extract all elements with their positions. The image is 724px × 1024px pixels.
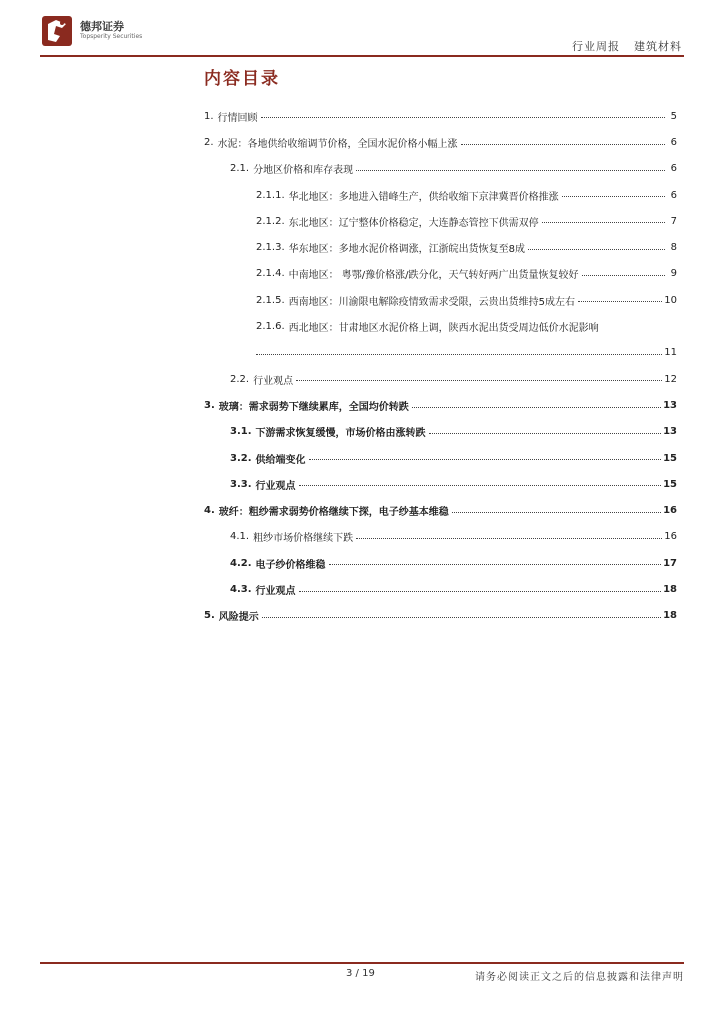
- toc-entry-number: 2.1.: [230, 163, 250, 175]
- toc-entry-number: 2.1.6.: [256, 321, 285, 333]
- toc-entry[interactable]: [204, 445, 677, 471]
- toc-entry-text: 西南地区：川渝限电解除疫情致需求受限，云贵出货维持5成左右: [288, 296, 575, 308]
- toc-entry-page: 16: [663, 505, 677, 517]
- toc-entry-page: 6: [670, 136, 677, 148]
- toc-leader-dots: [542, 222, 665, 223]
- toc-leader-dots: [299, 591, 662, 592]
- toc-leader-dots: [528, 249, 665, 250]
- toc-entry-text: 下游需求恢复缓慢，市场价格由涨转跌: [255, 428, 426, 440]
- toc-entry[interactable]: [204, 208, 677, 234]
- toc-entry-text: 行业观点: [253, 375, 294, 387]
- toc-entry-page: 12: [664, 373, 677, 385]
- report-type: 行业周报: [572, 40, 620, 53]
- toc-leader-dots: [299, 485, 662, 486]
- toc-entry-text: 水泥：各地供给收缩调节价格，全国水泥价格小幅上涨: [217, 138, 458, 150]
- toc-entry[interactable]: [204, 419, 677, 445]
- toc-leader-dots: [582, 275, 665, 276]
- toc-entry-text: 行业观点: [255, 480, 296, 492]
- legal-disclaimer: 请务必阅读正文之后的信息披露和法律声明: [475, 972, 684, 983]
- toc-entry[interactable]: [204, 603, 677, 629]
- toc-entry-number: 2.: [204, 136, 214, 148]
- toc-entry-page: 11: [664, 347, 677, 359]
- toc-leader-dots: [578, 301, 662, 302]
- toc-entry-page: 16: [664, 531, 677, 543]
- toc-leader-dots: [429, 433, 662, 434]
- toc-entry-text: 华东地区：多地水泥价格调涨，江浙皖出货恢复至8成: [288, 244, 525, 256]
- toc-entry-number: 2.2.: [230, 373, 250, 385]
- toc-entry[interactable]: [204, 392, 677, 418]
- toc-leader-dots: [461, 144, 665, 145]
- toc-leader-dots: [562, 196, 665, 197]
- toc-entry[interactable]: [204, 497, 677, 523]
- page-header: [40, 12, 684, 56]
- toc-entry-number: 4.3.: [230, 583, 252, 595]
- toc-entry-page: 5: [670, 110, 677, 122]
- toc-entry-page: 9: [670, 268, 677, 280]
- toc-entry[interactable]: [204, 471, 677, 497]
- toc-leader-dots: [256, 354, 662, 355]
- report-sector: 建筑材料: [634, 40, 682, 53]
- report-category: [572, 38, 682, 54]
- toc-leader-dots: [329, 564, 662, 565]
- toc-leader-dots: [261, 117, 665, 118]
- toc-entry-text: 西北地区：甘肃地区水泥价格上调，陕西水泥出货受周边低价水泥影响: [288, 323, 599, 335]
- toc-leader-dots: [356, 170, 665, 171]
- toc-entry-text: 供给端变化: [255, 454, 306, 466]
- toc-entry-number: 2.1.1.: [256, 189, 285, 201]
- toc-entry-number: 2.1.2.: [256, 215, 285, 227]
- toc-entry[interactable]: [204, 366, 677, 392]
- toc-entry[interactable]: [204, 550, 677, 576]
- toc-leader-dots: [296, 380, 662, 381]
- toc-entry-text: 玻璃：需求弱势下继续累库，全国均价转跌: [218, 401, 409, 413]
- toc-entry-page: 10: [664, 294, 677, 306]
- toc-entry-number: 3.1.: [230, 426, 252, 438]
- toc-entry-number: 1.: [204, 110, 214, 122]
- brand-name-cn: 德邦证券: [80, 20, 124, 33]
- toc-entry-page: 17: [663, 557, 677, 569]
- toc-entry[interactable]: [204, 129, 677, 155]
- brand-logo: [40, 14, 180, 50]
- toc-entry-page: 18: [663, 583, 677, 595]
- toc-leader-dots: [356, 538, 662, 539]
- toc-leader-dots: [452, 512, 661, 513]
- brand-name-en: Topsperity Securities: [80, 33, 143, 40]
- toc-entry-number: 4.1.: [230, 531, 250, 543]
- toc-entry-page: 13: [663, 399, 677, 411]
- toc-leader-dots: [412, 407, 661, 408]
- toc-entry-text: 分地区价格和库存表现: [253, 165, 354, 177]
- toc-entry-page: 6: [670, 189, 677, 201]
- toc-entry-text: 风险提示: [218, 612, 259, 624]
- toc-entry-page: 13: [663, 426, 677, 438]
- toc-entry[interactable]: [204, 524, 677, 550]
- toc-entry-text: 玻纤：粗纱需求弱势价格继续下探，电子纱基本维稳: [218, 507, 449, 519]
- toc-leader-dots: [309, 459, 662, 460]
- toc-entry-number: 3.: [204, 399, 215, 411]
- toc-entry-page: 6: [670, 163, 677, 175]
- toc-title: 内容目录: [204, 69, 280, 89]
- toc-entry-page: 15: [663, 478, 677, 490]
- toc-entry-number: 3.3.: [230, 478, 252, 490]
- toc-entry-number: 2.1.3.: [256, 242, 285, 254]
- toc-entry[interactable]: [204, 576, 677, 602]
- toc-entry-number: 5.: [204, 610, 215, 622]
- toc-entry[interactable]: [204, 313, 677, 339]
- toc-entry-text: 行情回顾: [217, 112, 258, 124]
- toc-entry-text: 中南地区： 粤鄂/豫价格涨/跌分化，天气转好两广出货量恢复较好: [288, 270, 579, 282]
- toc-entry-number: 2.1.4.: [256, 268, 285, 280]
- toc-entry-text: 粗纱市场价格继续下跌: [253, 533, 354, 545]
- toc-entry[interactable]: [204, 234, 677, 260]
- toc-entry[interactable]: [204, 287, 677, 313]
- brand-logo-icon: [40, 14, 74, 48]
- toc-entry-continuation[interactable]: [204, 340, 677, 366]
- toc-entry-page: 7: [670, 215, 677, 227]
- page-number: 3 / 19: [346, 968, 375, 979]
- header-divider: [40, 55, 684, 57]
- toc-entry-text: 华北地区：多地进入错峰生产，供给收缩下京津冀晋价格推涨: [288, 191, 559, 203]
- toc-entry-number: 4.2.: [230, 557, 252, 569]
- toc-entry-text: 行业观点: [255, 585, 296, 597]
- toc-entry-number: 4.: [204, 505, 215, 517]
- toc-entry-page: 15: [663, 452, 677, 464]
- toc-entry-number: 2.1.5.: [256, 294, 285, 306]
- toc-entry-text: 东北地区：辽宁整体价格稳定，大连静态管控下供需双停: [288, 217, 539, 229]
- toc-entry-page: 18: [663, 610, 677, 622]
- toc-leader-dots: [262, 617, 661, 618]
- toc-entry[interactable]: [204, 103, 677, 129]
- toc-entry[interactable]: [204, 156, 677, 182]
- toc-entry-page: 8: [670, 242, 677, 254]
- table-of-contents: [204, 103, 677, 629]
- toc-entry-number: 3.2.: [230, 452, 252, 464]
- toc-entry-text: 电子纱价格维稳: [255, 559, 326, 571]
- toc-entry[interactable]: [204, 182, 677, 208]
- toc-entry[interactable]: [204, 261, 677, 287]
- footer-divider: [40, 962, 684, 964]
